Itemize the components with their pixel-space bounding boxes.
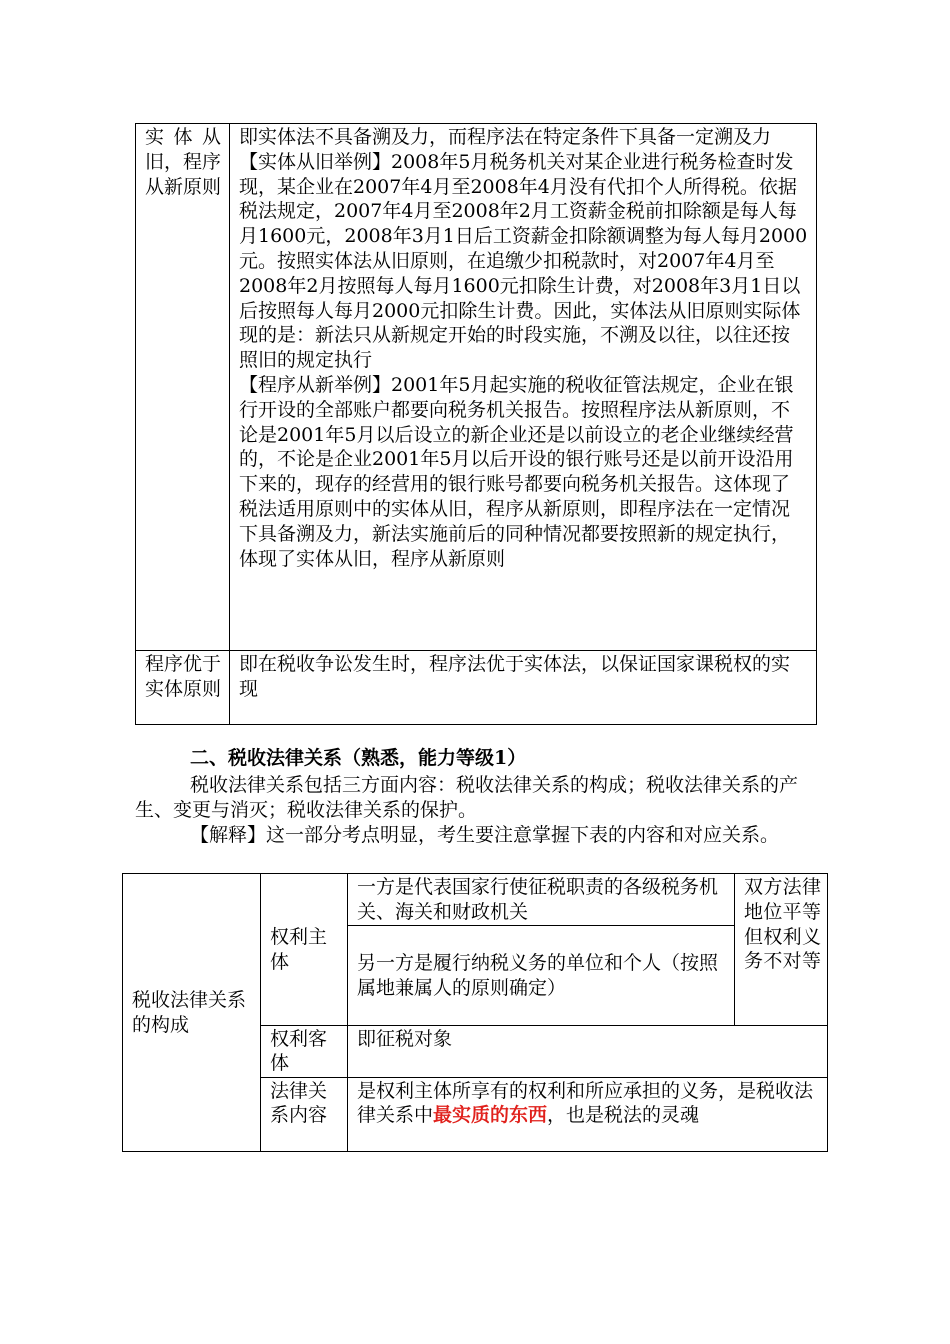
subject-a: 一方是代表国家行使征税职责的各级税务机关、海关和财政机关 (348, 874, 735, 926)
content-value (348, 1077, 828, 1151)
subject-label: 权利主体 (261, 874, 348, 1026)
intro-paragraph: 税收法律关系包括三方面内容：税收法律关系的构成；税收法律关系的产生、变更与消灭；税收法律关系的保护。 (135, 774, 799, 821)
row-label (136, 651, 230, 725)
content-highlight: 最实质的东西 (433, 1104, 548, 1127)
content-label: 法律关系内容 (261, 1077, 348, 1151)
content-pre: 是权利主体所享有的权利和所应承担的义务，是税收法律关系中 (357, 1079, 814, 1127)
table-row (136, 124, 817, 651)
object-label: 权利客体 (261, 1025, 348, 1077)
row-label-text: 程序优于实体原则 (145, 653, 222, 700)
principle-definition: 即实体法不具备溯及力，而程序法在特定条件下具备一定溯及力 (239, 126, 772, 148)
table-row (136, 651, 817, 725)
side-note: 双方法律地位平等但权利义务不对等 (735, 874, 828, 1026)
subject-b: 另一方是履行纳税义务的单位和个人（按照属地兼属人的原则确定） (348, 925, 735, 1025)
procedural-example: 【程序从新举例】2001年5月起实施的税收征管法规定，企业在银行开设的全部账户都要向税务机关报告。按照程序法从新原则，不论是2001年5月以后设立的新企业还是以前设立的老企业继续经营的，不论是企业2001年5月以后开设的银行账号还是以前开设沿用下来的，现存的经营用的银行账号都要向税务机关报告。这体现了税法适用原则中的实体从旧，程序从新原则，即程序法在一定情况下具备溯及力，新法实施前后的同种情况都要按照新的规定执行，体现了实体从旧，程序从新原则 (239, 373, 794, 570)
explanation-paragraph: 【解释】这一部分考点明显，考生要注意掌握下表的内容和对应关系。 (190, 824, 780, 846)
substantive-example: 【实体从旧举例】2008年5月税务机关对某企业进行税务检查时发现，某企业在2007年4月至2008年4月没有代扣个人所得税。依据税法规定，2007年4月至2008年2月工资薪金税前扣除额是每人每月1600元，2008年3月1日后工资薪金扣除额调整为每人每月2000元。按照实体法从旧原则，在追缴少扣税款时，对2007年4月至2008年2月按照每人每月1600元扣除生计费，对2008年3月1日以后按照每人每月2000元扣除生计费。因此，实体法从旧原则实际体现的是：新法只从新规定开始的时段实施，不溯及以往，以往还按照旧的规定执行 (239, 150, 808, 372)
row-content (230, 651, 817, 725)
main-label: 税收法律关系的构成 (123, 874, 261, 1152)
tax-principles-table (135, 123, 817, 725)
content-post: ，也是税法的灵魂 (547, 1104, 700, 1127)
section-heading: 二、税收法律关系（熟悉，能力等级1） (190, 747, 527, 769)
object-value: 即征税对象 (348, 1025, 828, 1077)
row-label-text: 实体从旧，程序从新原则 (145, 126, 222, 198)
row-label (136, 124, 230, 651)
row-content (230, 124, 817, 651)
principle-definition: 即在税收争讼发生时，程序法优于实体法，以保证国家课税权的实现 (239, 653, 791, 700)
legal-relation-table (122, 873, 828, 1152)
table-row (123, 874, 828, 926)
